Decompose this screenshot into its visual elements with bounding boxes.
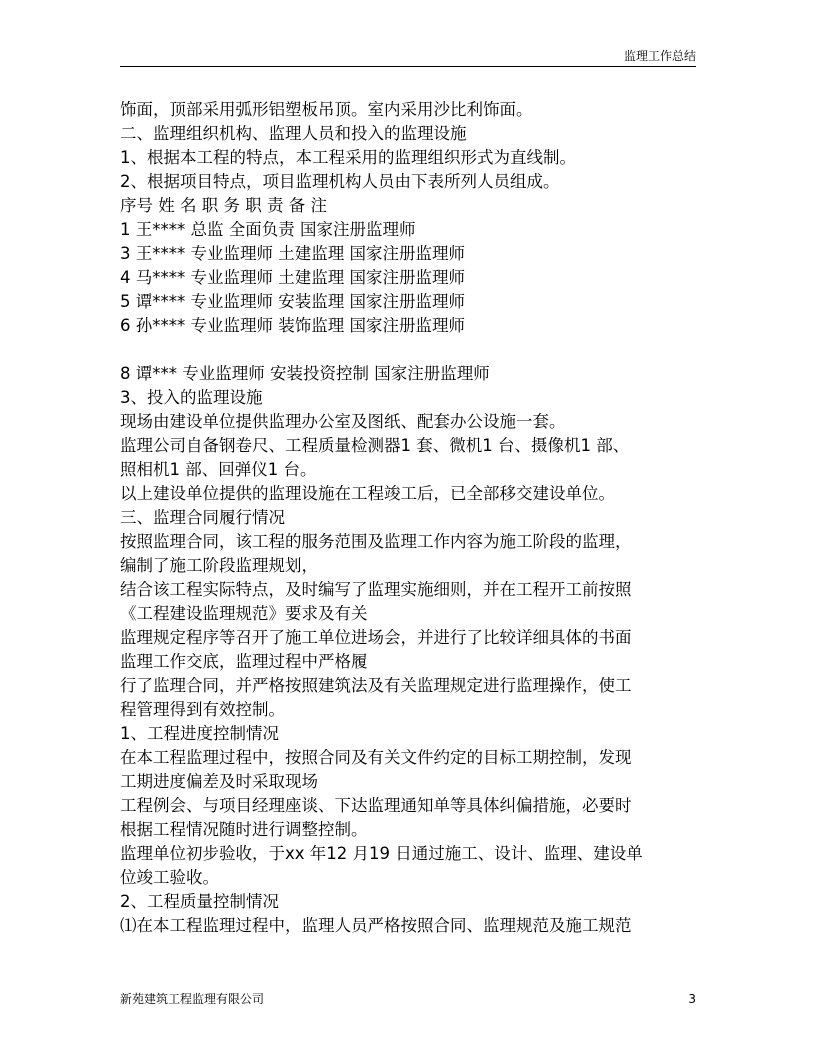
blank-line: [120, 338, 710, 362]
header-title: 监理工作总结: [623, 49, 696, 63]
text-line: 照相机1 部、回弹仪1 台。: [120, 460, 317, 479]
staff-row: 3 王**** 专业监理师 土建监理 国家注册监理师: [120, 244, 465, 263]
document-body: [120, 98, 710, 938]
text-line: 以上建设单位提供的监理设施在工程竣工后，已全部移交建设单位。: [120, 484, 615, 503]
footer-company-name: 新苑建筑工程监理有限公司: [120, 992, 265, 1006]
page-number: 3: [688, 992, 696, 1006]
staff-table-header: 序号 姓 名 职 务 职 责 备 注: [120, 196, 327, 215]
staff-row: 5 谭**** 专业监理师 安装监理 国家注册监理师: [120, 292, 465, 311]
text-line: 在本工程监理过程中，按照合同及有关文件约定的目标工期控制，发现: [120, 748, 632, 767]
text-line: ⑴在本工程监理过程中，监理人员严格按照合同、监理规范及施工规范: [120, 916, 632, 935]
text-line: 编制了施工阶段监理规划，: [120, 556, 318, 575]
text-line: 1、根据本工程的特点，本工程采用的监理组织形式为直线制。: [120, 148, 576, 167]
text-line: 程管理得到有效控制。: [120, 700, 285, 719]
text-line: 根据工程情况随时进行调整控制。: [120, 820, 368, 839]
text-line: 位竣工验收。: [120, 868, 219, 887]
section-heading: 二、监理组织机构、监理人员和投入的监理设施: [120, 124, 467, 143]
staff-row: 4 马**** 专业监理师 土建监理 国家注册监理师: [120, 268, 465, 287]
section-heading: 三、监理合同履行情况: [120, 508, 285, 527]
text-line: 监理公司自备钢卷尺、工程质量检测器1 套、微机1 台、摄像机1 部、: [120, 436, 630, 455]
text-line: 饰面，顶部采用弧形铝塑板吊顶。室内采用沙比利饰面。: [120, 100, 533, 119]
subsection-heading: 3、投入的监理设施: [120, 388, 263, 407]
page-header: [120, 48, 696, 67]
text-line: 工期进度偏差及时采取现场: [120, 772, 318, 791]
text-line: 工程例会、与项目经理座谈、下达监理通知单等具体纠偏措施，必要时: [120, 796, 632, 815]
text-line: 监理工作交底，监理过程中严格履: [120, 652, 368, 671]
subsection-heading: 2、工程质量控制情况: [120, 892, 279, 911]
staff-row: 1 王**** 总监 全面负责 国家注册监理师: [120, 220, 416, 239]
text-line: 现场由建设单位提供监理办公室及图纸、配套办公设施一套。: [120, 412, 566, 431]
text-line: 《工程建设监理规范》要求及有关: [120, 604, 368, 623]
text-line: 2、根据项目特点，项目监理机构人员由下表所列人员组成。: [120, 172, 560, 191]
text-line: 按照监理合同，该工程的服务范围及监理工作内容为施工阶段的监理，: [120, 532, 632, 551]
text-line: 结合该工程实际特点，及时编写了监理实施细则，并在工程开工前按照: [120, 580, 632, 599]
text-line: 监理规定程序等召开了施工单位进场会，并进行了比较详细具体的书面: [120, 628, 632, 647]
page-footer: [120, 992, 696, 1008]
subsection-heading: 1、工程进度控制情况: [120, 724, 279, 743]
text-line: 监理单位初步验收，于xx 年12 月19 日通过施工、设计、监理、建设单: [120, 844, 643, 863]
text-line: 行了监理合同，并严格按照建筑法及有关监理规定进行监理操作，使工: [120, 676, 632, 695]
staff-row: 8 谭*** 专业监理师 安装投资控制 国家注册监理师: [120, 364, 490, 383]
staff-row: 6 孙**** 专业监理师 装饰监理 国家注册监理师: [120, 316, 465, 335]
